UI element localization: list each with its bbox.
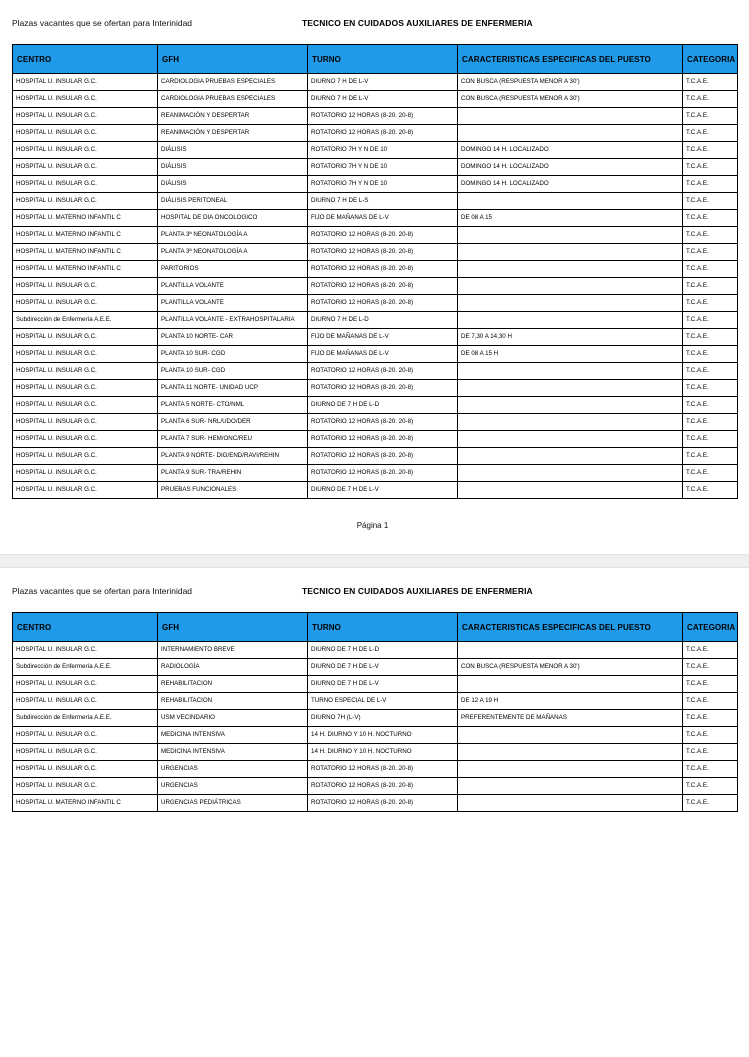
- cell-centro: HOSPITAL U. INSULAR G.C.: [13, 397, 158, 414]
- cell-centro: HOSPITAL U. INSULAR G.C.: [13, 193, 158, 210]
- cell-gfh: DIÁLISIS: [158, 142, 308, 159]
- cell-gfh: PLANTA 10 SUR- CGD: [158, 346, 308, 363]
- cell-centro: HOSPITAL U. INSULAR G.C.: [13, 693, 158, 710]
- cell-caracteristicas: [458, 482, 683, 499]
- table-row: [13, 142, 738, 159]
- table-row: [13, 482, 738, 499]
- cell-caracteristicas: CON BUSCA (RESPUESTA MENOR A 30'): [458, 659, 683, 676]
- table-row: [13, 761, 738, 778]
- cell-turno: DIURNO 7 H DE L-V: [308, 91, 458, 108]
- cell-turno: ROTATORIO 12 HORAS (8-20. 20-8): [308, 244, 458, 261]
- cell-categoria: T.C.A.E.: [683, 193, 738, 210]
- cell-gfh: PLANTA 3ª NEONATOLOGÍA A: [158, 227, 308, 244]
- table-row: [13, 727, 738, 744]
- cell-turno: ROTATORIO 12 HORAS (8-20. 20-8): [308, 363, 458, 380]
- cell-turno: ROTATORIO 12 HORAS (8-20. 20-8): [308, 380, 458, 397]
- cell-turno: ROTATORIO 12 HORAS (8-20. 20-8): [308, 227, 458, 244]
- cell-categoria: T.C.A.E.: [683, 448, 738, 465]
- cell-gfh: PLANTILLA VOLANTE: [158, 295, 308, 312]
- cell-turno: 14 H. DIURNO Y 10 H. NOCTURNO: [308, 727, 458, 744]
- cell-gfh: PLANTA 6 SUR- NRL/UDO/DER: [158, 414, 308, 431]
- cell-gfh: PLANTA 9 SUR- TRA/REHIN: [158, 465, 308, 482]
- cell-centro: HOSPITAL U. INSULAR G.C.: [13, 91, 158, 108]
- cell-categoria: T.C.A.E.: [683, 676, 738, 693]
- cell-categoria: T.C.A.E.: [683, 125, 738, 142]
- table-row: [13, 363, 738, 380]
- table-row: [13, 744, 738, 761]
- cell-turno: ROTATORIO 12 HORAS (8-20. 20-8): [308, 295, 458, 312]
- cell-categoria: T.C.A.E.: [683, 414, 738, 431]
- cell-caracteristicas: [458, 642, 683, 659]
- page2-header-left: Plazas vacantes que se ofertan para Interinidad: [12, 586, 193, 596]
- cell-caracteristicas: [458, 193, 683, 210]
- cell-centro: HOSPITAL U. INSULAR G.C.: [13, 363, 158, 380]
- table-row: [13, 108, 738, 125]
- cell-categoria: T.C.A.E.: [683, 74, 738, 91]
- table-row: [13, 431, 738, 448]
- cell-centro: HOSPITAL U. INSULAR G.C.: [13, 176, 158, 193]
- cell-centro: HOSPITAL U. MATERNO INFANTIL C: [13, 261, 158, 278]
- cell-categoria: T.C.A.E.: [683, 176, 738, 193]
- table-row: [13, 778, 738, 795]
- cell-turno: FIJO DE MAÑANAS DE L-V: [308, 346, 458, 363]
- cell-turno: ROTATORIO 7H Y N DE 10: [308, 176, 458, 193]
- table-row: [13, 380, 738, 397]
- cell-categoria: T.C.A.E.: [683, 744, 738, 761]
- column-header-caracteristicas: CARACTERISTICAS ESPECIFICAS DEL PUESTO: [458, 45, 683, 74]
- cell-centro: HOSPITAL U. MATERNO INFANTIL C: [13, 210, 158, 227]
- cell-gfh: DIÁLISIS PERITONEAL: [158, 193, 308, 210]
- cell-gfh: MEDICINA INTENSIVA: [158, 727, 308, 744]
- cell-centro: HOSPITAL U. INSULAR G.C.: [13, 482, 158, 499]
- column-header-caracteristicas: CARACTERISTICAS ESPECIFICAS DEL PUESTO: [458, 613, 683, 642]
- cell-turno: DIURNO 7 H DE L-S: [308, 193, 458, 210]
- cell-gfh: PARITORIOS: [158, 261, 308, 278]
- cell-centro: Subdirección de Enfermería A.E.E.: [13, 659, 158, 676]
- cell-gfh: PRUEBAS FUNCIONALES: [158, 482, 308, 499]
- cell-turno: 14 H. DIURNO Y 10 H. NOCTURNO: [308, 744, 458, 761]
- cell-turno: ROTATORIO 12 HORAS (8-20. 20-8): [308, 431, 458, 448]
- vacancies-table-body-page2: [13, 642, 738, 812]
- cell-turno: FIJO DE MAÑANAS DE L-V: [308, 329, 458, 346]
- cell-turno: ROTATORIO 12 HORAS (8-20. 20-8): [308, 125, 458, 142]
- cell-centro: HOSPITAL U. INSULAR G.C.: [13, 295, 158, 312]
- cell-gfh: URGENCIAS PEDIÁTRICAS: [158, 795, 308, 812]
- column-header-turno: TURNO: [308, 45, 458, 74]
- cell-categoria: T.C.A.E.: [683, 295, 738, 312]
- cell-centro: Subdirección de Enfermería A.E.E.: [13, 312, 158, 329]
- cell-gfh: PLANTA 7 SUR- HEM/ONC/REU: [158, 431, 308, 448]
- cell-centro: HOSPITAL U. INSULAR G.C.: [13, 465, 158, 482]
- table-row: [13, 74, 738, 91]
- cell-categoria: T.C.A.E.: [683, 431, 738, 448]
- table-row: [13, 278, 738, 295]
- cell-gfh: HOSPITAL DE DIA ONCOLOGICO: [158, 210, 308, 227]
- cell-caracteristicas: CON BUSCA (RESPUESTA MENOR A 30'): [458, 91, 683, 108]
- table-row: [13, 312, 738, 329]
- cell-gfh: CARDIOLOGIA PRUEBAS ESPECIALES: [158, 91, 308, 108]
- page2-blank-area: [0, 822, 749, 1057]
- page2-header-title: TECNICO EN CUIDADOS AUXILIARES DE ENFERMERIA: [302, 586, 533, 596]
- cell-gfh: REHABILITACION: [158, 693, 308, 710]
- column-header-centro: CENTRO: [13, 613, 158, 642]
- cell-centro: HOSPITAL U. INSULAR G.C.: [13, 744, 158, 761]
- column-header-categoria: CATEGORIA: [683, 613, 738, 642]
- cell-caracteristicas: [458, 380, 683, 397]
- cell-gfh: PLANTA 5 NORTE- CTO/NML: [158, 397, 308, 414]
- cell-categoria: T.C.A.E.: [683, 693, 738, 710]
- cell-centro: HOSPITAL U. MATERNO INFANTIL C: [13, 227, 158, 244]
- cell-caracteristicas: [458, 397, 683, 414]
- cell-caracteristicas: [458, 363, 683, 380]
- column-header-gfh: GFH: [158, 45, 308, 74]
- cell-gfh: USM VECINDARIO: [158, 710, 308, 727]
- cell-turno: ROTATORIO 12 HORAS (8-20. 20-8): [308, 414, 458, 431]
- cell-caracteristicas: DOMINGO 14 H. LOCALIZADO: [458, 159, 683, 176]
- cell-caracteristicas: [458, 431, 683, 448]
- cell-gfh: REANIMACIÓN Y DESPERTAR: [158, 125, 308, 142]
- cell-categoria: T.C.A.E.: [683, 227, 738, 244]
- cell-gfh: INTERNAMIENTO BREVE: [158, 642, 308, 659]
- cell-centro: HOSPITAL U. INSULAR G.C.: [13, 125, 158, 142]
- cell-centro: HOSPITAL U. INSULAR G.C.: [13, 642, 158, 659]
- cell-caracteristicas: [458, 261, 683, 278]
- cell-turno: ROTATORIO 12 HORAS (8-20. 20-8): [308, 448, 458, 465]
- column-header-categoria: CATEGORIA: [683, 45, 738, 74]
- cell-gfh: PLANTILLA VOLANTE - EXTRAHOSPITALARIA: [158, 312, 308, 329]
- page1-header: [10, 18, 735, 28]
- cell-turno: ROTATORIO 12 HORAS (8-20. 20-8): [308, 795, 458, 812]
- cell-caracteristicas: [458, 108, 683, 125]
- cell-turno: DIURNO DE 7 H DE L-V: [308, 676, 458, 693]
- page1-footer: Página 1: [356, 521, 389, 530]
- cell-turno: ROTATORIO 12 HORAS (8-20. 20-8): [308, 465, 458, 482]
- cell-categoria: T.C.A.E.: [683, 210, 738, 227]
- cell-caracteristicas: DOMINGO 14 H. LOCALIZADO: [458, 176, 683, 193]
- cell-turno: DIURNO DE 7 H DE L-V: [308, 659, 458, 676]
- cell-turno: DIURNO 7H (L-V): [308, 710, 458, 727]
- cell-caracteristicas: [458, 676, 683, 693]
- cell-gfh: PLANTA 11 NORTE- UNIDAD UCP: [158, 380, 308, 397]
- table-header-row: [13, 613, 738, 642]
- table-header-row: [13, 45, 738, 74]
- cell-categoria: T.C.A.E.: [683, 312, 738, 329]
- cell-centro: HOSPITAL U. MATERNO INFANTIL C: [13, 244, 158, 261]
- table-row: [13, 414, 738, 431]
- cell-categoria: T.C.A.E.: [683, 778, 738, 795]
- cell-categoria: T.C.A.E.: [683, 380, 738, 397]
- cell-caracteristicas: [458, 278, 683, 295]
- cell-categoria: T.C.A.E.: [683, 363, 738, 380]
- cell-turno: DIURNO DE 7 H DE L-V: [308, 482, 458, 499]
- cell-caracteristicas: [458, 448, 683, 465]
- document-page-2: [0, 568, 749, 1057]
- table-row: [13, 261, 738, 278]
- cell-centro: HOSPITAL U. INSULAR G.C.: [13, 329, 158, 346]
- table-row: [13, 346, 738, 363]
- table-row: [13, 193, 738, 210]
- cell-turno: FIJO DE MAÑANAS DE L-V: [308, 210, 458, 227]
- table-row: [13, 710, 738, 727]
- cell-caracteristicas: PREFERENTEMENTE DE MAÑANAS: [458, 710, 683, 727]
- vacancies-table-page1: [12, 44, 738, 499]
- cell-caracteristicas: DOMINGO 14 H. LOCALIZADO: [458, 142, 683, 159]
- cell-centro: HOSPITAL U. INSULAR G.C.: [13, 414, 158, 431]
- cell-gfh: REHABILITACION: [158, 676, 308, 693]
- cell-gfh: PLANTA 3ª NEONATOLOGÍA A: [158, 244, 308, 261]
- table-row: [13, 465, 738, 482]
- cell-caracteristicas: DE 12 A 19 H: [458, 693, 683, 710]
- cell-centro: HOSPITAL U. MATERNO INFANTIL C: [13, 795, 158, 812]
- cell-categoria: T.C.A.E.: [683, 659, 738, 676]
- table-row: [13, 676, 738, 693]
- cell-categoria: T.C.A.E.: [683, 346, 738, 363]
- cell-turno: ROTATORIO 12 HORAS (8-20. 20-8): [308, 261, 458, 278]
- table-row: [13, 125, 738, 142]
- cell-centro: HOSPITAL U. INSULAR G.C.: [13, 727, 158, 744]
- cell-caracteristicas: [458, 744, 683, 761]
- cell-caracteristicas: [458, 727, 683, 744]
- cell-categoria: T.C.A.E.: [683, 329, 738, 346]
- table-row: [13, 329, 738, 346]
- table-row: [13, 176, 738, 193]
- cell-caracteristicas: [458, 778, 683, 795]
- cell-categoria: T.C.A.E.: [683, 795, 738, 812]
- cell-turno: ROTATORIO 12 HORAS (8-20. 20-8): [308, 761, 458, 778]
- page1-header-left: Plazas vacantes que se ofertan para Interinidad: [12, 18, 193, 28]
- cell-caracteristicas: DE 08 A 15: [458, 210, 683, 227]
- cell-categoria: T.C.A.E.: [683, 244, 738, 261]
- cell-categoria: T.C.A.E.: [683, 397, 738, 414]
- cell-turno: TURNO ESPECIAL DE L-V: [308, 693, 458, 710]
- cell-caracteristicas: [458, 795, 683, 812]
- cell-centro: HOSPITAL U. INSULAR G.C.: [13, 346, 158, 363]
- cell-turno: ROTATORIO 12 HORAS (8-20. 20-8): [308, 108, 458, 125]
- column-header-centro: CENTRO: [13, 45, 158, 74]
- cell-turno: DIURNO 7 H DE L-V: [308, 74, 458, 91]
- cell-gfh: URGENCIAS: [158, 778, 308, 795]
- cell-centro: HOSPITAL U. INSULAR G.C.: [13, 108, 158, 125]
- table-row: [13, 295, 738, 312]
- cell-gfh: PLANTILLA VOLANTE: [158, 278, 308, 295]
- cell-centro: HOSPITAL U. INSULAR G.C.: [13, 761, 158, 778]
- table-row: [13, 159, 738, 176]
- cell-gfh: RADIOLOGÍA: [158, 659, 308, 676]
- cell-caracteristicas: [458, 312, 683, 329]
- cell-centro: HOSPITAL U. INSULAR G.C.: [13, 431, 158, 448]
- table-row: [13, 91, 738, 108]
- cell-categoria: T.C.A.E.: [683, 761, 738, 778]
- cell-categoria: T.C.A.E.: [683, 465, 738, 482]
- cell-turno: ROTATORIO 7H Y N DE 10: [308, 142, 458, 159]
- cell-caracteristicas: CON BUSCA (RESPUESTA MENOR A 30'): [458, 74, 683, 91]
- column-header-gfh: GFH: [158, 613, 308, 642]
- cell-categoria: T.C.A.E.: [683, 108, 738, 125]
- cell-caracteristicas: [458, 761, 683, 778]
- cell-gfh: PLANTA 10 NORTE- CAR: [158, 329, 308, 346]
- cell-caracteristicas: [458, 244, 683, 261]
- cell-turno: DIURNO DE 7 H DE L-D: [308, 642, 458, 659]
- cell-caracteristicas: DE 7,30 A 14,30 H: [458, 329, 683, 346]
- vacancies-table-page2: [12, 612, 738, 812]
- table-row: [13, 795, 738, 812]
- table-row: [13, 448, 738, 465]
- cell-categoria: T.C.A.E.: [683, 261, 738, 278]
- page-separator: [0, 554, 749, 568]
- vacancies-table-body-page1: [13, 74, 738, 499]
- cell-caracteristicas: [458, 414, 683, 431]
- cell-centro: HOSPITAL U. INSULAR G.C.: [13, 676, 158, 693]
- cell-gfh: PLANTA 9 NORTE- DIG/END/RAVI/REHIN: [158, 448, 308, 465]
- table-row: [13, 693, 738, 710]
- cell-gfh: DIÁLISIS: [158, 176, 308, 193]
- cell-centro: HOSPITAL U. INSULAR G.C.: [13, 448, 158, 465]
- cell-turno: ROTATORIO 12 HORAS (8-20. 20-8): [308, 778, 458, 795]
- cell-turno: DIURNO DE 7 H DE L-D: [308, 397, 458, 414]
- page2-header: [10, 586, 735, 596]
- cell-categoria: T.C.A.E.: [683, 710, 738, 727]
- cell-gfh: CARDIOLOGIA PRUEBAS ESPECIALES: [158, 74, 308, 91]
- table-row: [13, 659, 738, 676]
- cell-gfh: MEDICINA INTENSIVA: [158, 744, 308, 761]
- cell-centro: HOSPITAL U. INSULAR G.C.: [13, 142, 158, 159]
- cell-turno: DIURNO 7 H DE L-D: [308, 312, 458, 329]
- cell-caracteristicas: [458, 227, 683, 244]
- cell-caracteristicas: [458, 125, 683, 142]
- cell-centro: HOSPITAL U. INSULAR G.C.: [13, 159, 158, 176]
- cell-gfh: URGENCIAS: [158, 761, 308, 778]
- page1-header-title: TECNICO EN CUIDADOS AUXILIARES DE ENFERMERIA: [302, 18, 533, 28]
- table-row: [13, 210, 738, 227]
- column-header-turno: TURNO: [308, 613, 458, 642]
- cell-categoria: T.C.A.E.: [683, 482, 738, 499]
- cell-centro: HOSPITAL U. INSULAR G.C.: [13, 74, 158, 91]
- cell-categoria: T.C.A.E.: [683, 159, 738, 176]
- cell-caracteristicas: [458, 465, 683, 482]
- cell-categoria: T.C.A.E.: [683, 91, 738, 108]
- cell-caracteristicas: [458, 295, 683, 312]
- cell-centro: HOSPITAL U. INSULAR G.C.: [13, 380, 158, 397]
- table-row: [13, 227, 738, 244]
- table-row: [13, 642, 738, 659]
- table-row: [13, 244, 738, 261]
- cell-caracteristicas: DE 08 A 15 H: [458, 346, 683, 363]
- cell-gfh: PLANTA 10 SUR- CGD: [158, 363, 308, 380]
- cell-centro: Subdirección de Enfermería A.E.E.: [13, 710, 158, 727]
- cell-categoria: T.C.A.E.: [683, 278, 738, 295]
- cell-turno: ROTATORIO 12 HORAS (8-20. 20-8): [308, 278, 458, 295]
- cell-gfh: REANIMACIÓN Y DESPERTAR: [158, 108, 308, 125]
- cell-centro: HOSPITAL U. INSULAR G.C.: [13, 278, 158, 295]
- cell-turno: ROTATORIO 7H Y N DE 10: [308, 159, 458, 176]
- cell-centro: HOSPITAL U. INSULAR G.C.: [13, 778, 158, 795]
- table-row: [13, 397, 738, 414]
- cell-categoria: T.C.A.E.: [683, 642, 738, 659]
- cell-categoria: T.C.A.E.: [683, 727, 738, 744]
- cell-gfh: DIÁLISIS: [158, 159, 308, 176]
- cell-categoria: T.C.A.E.: [683, 142, 738, 159]
